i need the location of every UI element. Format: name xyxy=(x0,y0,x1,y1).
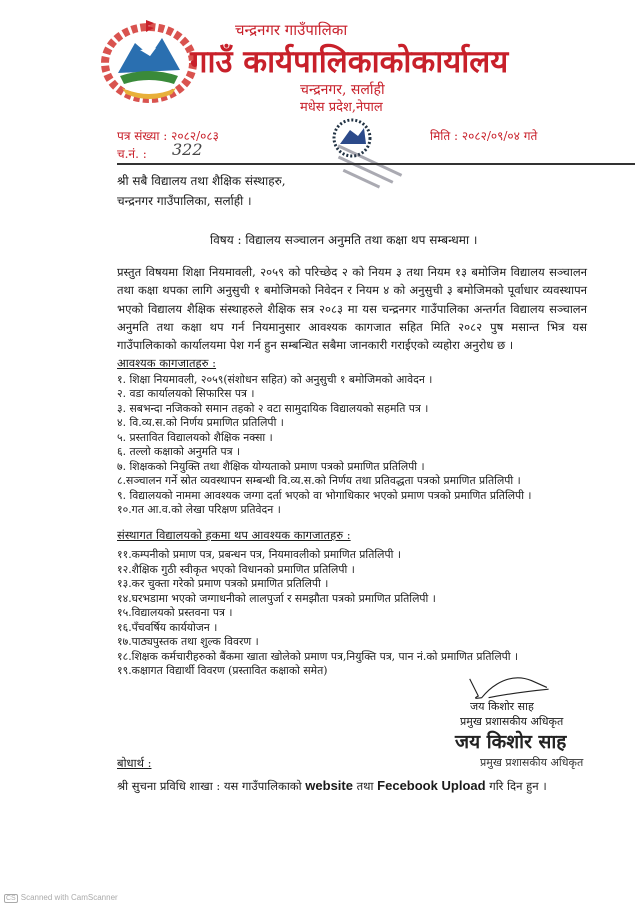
list-item: १५.विद्यालयको प्रस्तवना पत्र । xyxy=(117,606,233,620)
office-province: मधेस प्रदेश,नेपाल xyxy=(300,100,383,115)
list-item: २. वडा कार्यालयको सिफारिस पत्र । xyxy=(117,387,255,401)
body-paragraph: प्रस्तुत विषयमा शिक्षा नियमावली, २०५९ को परिच्छेद २ को नियम ३ तथा नियम १३ बमोजिम विद्यालय सञ्चालन तथा कक्षा थपका लागि अनुसुची १ बमोजिमको निवेदन र नियम ४ को अनुसुची ३ बमोजिमको पूर्वाधार व्यवस्थापन भएको विद्यालय शैक्षिक संस्थाहरुले शैक्षिक सत्र २०८३ मा यस चन्द्रनगर गाउँपालिका अन्तर्गत विद्यालय सञ्चालन अनुमति तथा कक्षा थप गर्न नियमानुसार आवश्यक कागजात सहित मिति २०८२ पुष मसान्त भित्र यस गाउँपालिकाको कार्यालयमा पेश गर्न हुन सम्बन्धित सबैमा जानकारी गराईएको व्यहोरा अनुरोध छ । xyxy=(117,265,587,353)
list-item: १९.कक्षागत विद्यार्थी विवरण (प्रस्तावित कक्षाको समेत) xyxy=(117,664,328,678)
nepal-emblem-logo xyxy=(100,18,198,103)
cc-facebook: Fecebook xyxy=(377,778,438,793)
list-item: ४. वि.व्य.स.को निर्णय प्रमाणित प्रतिलिपी । xyxy=(117,416,284,430)
dispatch-label: च.नं. : xyxy=(117,147,147,161)
cc-website: website xyxy=(305,778,353,793)
cc-line xyxy=(117,778,547,794)
camscanner-logo-icon: CS xyxy=(6,895,16,902)
addressee-line-2: चन्द्रनगर गाउँपालिका, सर्लाही । xyxy=(117,194,252,208)
camscanner-watermark xyxy=(4,893,118,903)
letter-date: मिति : २०८२/०९/०४ गते xyxy=(430,129,538,143)
list-item: १६.पँचवर्षिय कार्ययोजन । xyxy=(117,620,218,634)
dispatch-number: 322 xyxy=(172,140,203,159)
name-stamp: जय किशोर साह xyxy=(455,731,567,753)
watermark-text: Scanned with CamScanner xyxy=(20,893,118,902)
list-item: १८.शिक्षक कर्मचारीहरुको बैंकमा खाता खोलेको प्रमाण पत्र,नियुक्ति पत्र, पान नं.को प्रमाणित प्रतिलिपी । xyxy=(117,649,519,663)
subject-line: विषय : विद्यालय सञ्चालन अनुमति तथा कक्षा थप सम्बन्धमा । xyxy=(210,233,478,247)
office-address: चन्द्रनगर, सर्लाही xyxy=(300,82,385,98)
institutional-docs-heading: संस्थागत विद्यालयको हकमा थप आवश्यक कागजातहरु : xyxy=(117,527,351,542)
header-divider xyxy=(117,163,635,165)
list-item: १३.कर चुक्ता गरेको प्रमाण पत्रको प्रमाणित प्रतिलिपी । xyxy=(117,577,329,591)
list-item: ८.सञ्चालन गर्ने स्रोत व्यवस्थापन सम्बन्धी वि.व्य.स.को निर्णय तथा प्रतिवद्धता पत्रको प्रमाणित प्रतिलिपी । xyxy=(117,474,521,488)
list-item: ६. तल्लो कक्षाको अनुमति पत्र । xyxy=(117,445,241,459)
office-stamp xyxy=(310,116,420,196)
cc-tatha: तथा xyxy=(356,779,374,793)
institutional-docs-list xyxy=(117,548,587,679)
list-item: १२.शैक्षिक गुठी स्वीकृत भएको विधानको प्रमाणित प्रतिलिपी । xyxy=(117,562,355,576)
cc-prefix: श्री सुचना प्रविधि शाखा : यस गाउँपालिकाको xyxy=(117,779,302,793)
handwritten-signature xyxy=(455,672,565,702)
required-docs-heading: आवश्यक कागजातहरु : xyxy=(117,356,217,371)
signatory-name: जय किशोर साह xyxy=(470,700,534,713)
required-docs-list xyxy=(117,373,587,518)
cc-heading: बोधार्थ : xyxy=(117,756,152,770)
title-stamp: प्रमुख प्रशासकीय अधिकृत xyxy=(480,756,584,769)
addressee-line-1: श्री सबै विद्यालय तथा शैक्षिक संस्थाहरु, xyxy=(117,174,286,188)
signatory-title: प्रमुख प्रशासकीय अधिकृत xyxy=(460,715,564,728)
list-item: ५. प्रस्तावित विद्यालयको शैक्षिक नक्सा । xyxy=(117,430,273,444)
letter-body xyxy=(117,263,587,679)
list-item: ३. सबभन्दा नजिकको समान तहको २ वटा सामुदायिक विद्यालयको सहमति पत्र । xyxy=(117,401,429,415)
cc-upload: Upload xyxy=(441,778,486,793)
list-item: १४.घरभडामा भएको जग्गाधनीको लालपुर्जा र समझौता पत्रको प्रमाणित प्रतिलिपी । xyxy=(117,591,436,605)
list-item: ११.कम्पनीको प्रमाण पत्र, प्रबन्धन पत्र, नियमावलीको प्रमाणित प्रतिलिपी । xyxy=(117,548,401,562)
municipality-name: चन्द्रनगर गाउँपालिका xyxy=(235,21,348,39)
list-item: १०.गत आ.व.को लेखा परिक्षण प्रतिवेदन । xyxy=(117,503,281,517)
list-item: १. शिक्षा नियमावली, २०५९(संशोधन सहित) को अनुसुची १ बमोजिमको आवेदन । xyxy=(117,372,433,386)
office-title: गाउँ कार्यपालिकाकोकार्यालय xyxy=(190,44,509,80)
list-item: ७. शिक्षकको नियुक्ति तथा शैक्षिक योग्यताको प्रमाण पत्रको प्रमाणित प्रतिलिपी । xyxy=(117,459,425,473)
list-item: १७.पाठ्यपुस्तक तथा शुल्क विवरण । xyxy=(117,635,259,649)
list-item: ९. विद्यालयको नाममा आवश्यक जग्गा दर्ता भएको वा भोगाधिकार भएको प्रमाण पत्रको प्रमाणित प्रतिलिपी । xyxy=(117,488,532,502)
letter-number: पत्र संख्या : २०८२/०८३ xyxy=(117,129,219,143)
cc-suffix: गरि दिन हुन । xyxy=(489,779,547,793)
